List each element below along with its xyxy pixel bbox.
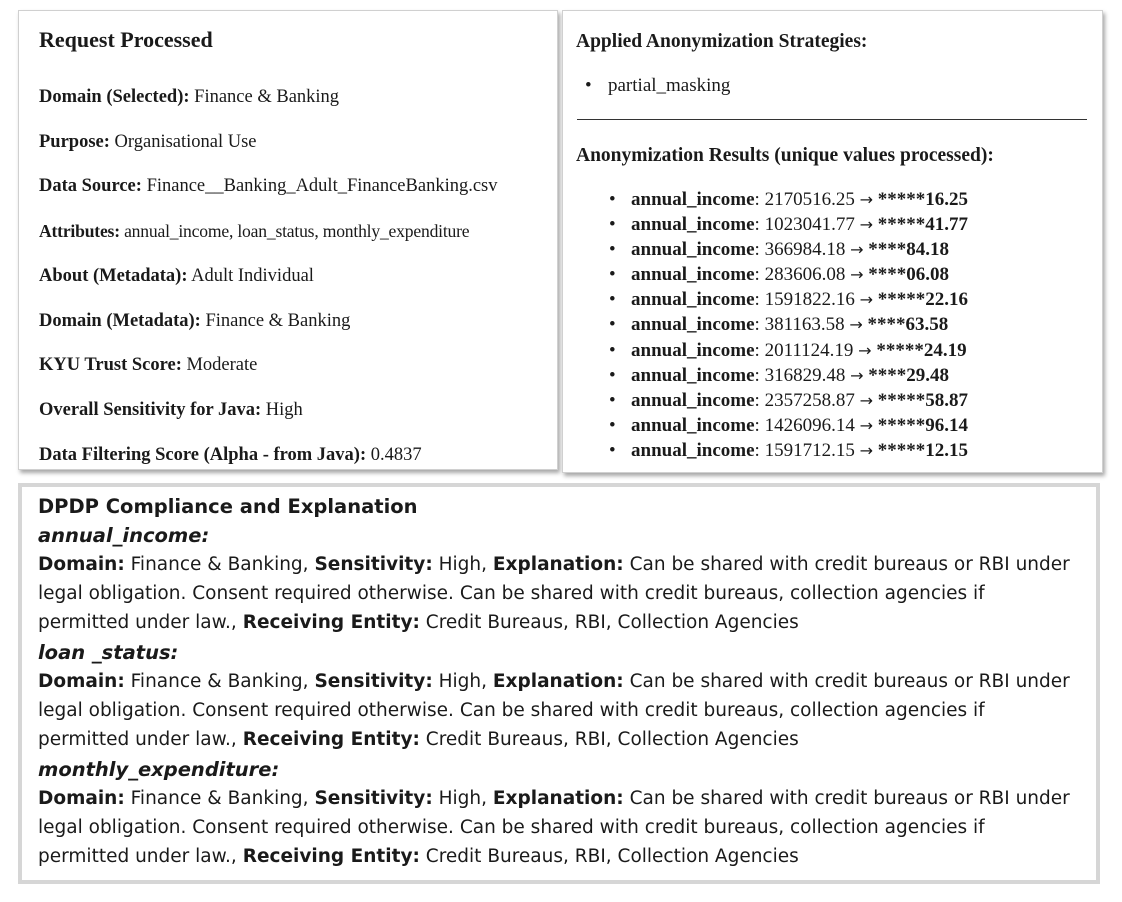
attribute-details: Domain: Finance & Banking, Sensitivity: High, Explanation: Can be shared with credit bureaus or RBI under legal obligation. Consent required otherwise. Can be shared with credit bureaus, collection agencies if permitted under law., Receiving Entity: Credit Bureaus, RBI, Collection Agencies [38,671,1070,750]
result-item: • annual_income: 381163.58 → ****63.58 [631,312,968,337]
dpdp-title: DPDP Compliance and Explanation [38,495,418,518]
arrow-right-icon: → [859,440,873,460]
result-item: • annual_income: 1426096.14 → *****96.14 [631,413,968,438]
field-value: Adult Individual [191,266,314,286]
field-value: annual_income, loan_status, monthly_expenditure [124,221,470,241]
result-original: 381163.58 [764,314,845,336]
result-key: annual_income [631,339,755,361]
field-value: High [265,400,303,420]
result-original: 1023041.77 [764,214,855,236]
field-value: Finance & Banking [194,87,340,107]
result-key: annual_income [631,264,755,286]
section-divider [577,119,1087,120]
field-purpose [39,132,257,153]
field-about-metadata [39,266,314,287]
result-original: 2170516.25 [764,189,855,210]
result-item: • annual_income: 2011124.19 → *****24.19 [631,338,968,363]
result-item: • annual_income: 2357258.87 → *****58.87 [631,388,968,413]
result-original: 283606.08 [764,264,846,286]
result-masked: *****16.25 [877,189,968,210]
result-key: annual_income [631,414,755,436]
result-key: annual_income [631,314,755,336]
field-value: 0.4837 [370,445,422,465]
dpdp-attribute-loan-status [38,638,1078,754]
arrow-right-icon: → [859,190,873,209]
result-masked: ****84.18 [868,239,949,261]
result-masked: ****63.58 [867,314,949,336]
result-original: 1591712.15 [764,439,855,461]
field-domain-metadata [39,311,350,332]
arrow-right-icon: → [859,415,873,435]
field-label: Domain (Selected): [39,87,190,107]
arrow-right-icon: → [858,340,872,360]
attribute-name: annual_income: [38,524,210,547]
result-item: • annual_income: 1591712.15 → *****12.15 [631,438,968,463]
field-attributes [39,221,469,242]
result-original: 1591822.16 [764,289,855,311]
result-item: • annual_income: 2170516.25 → *****16.25 [631,187,968,212]
field-domain-selected [39,87,339,108]
result-masked: *****96.14 [877,414,968,436]
field-label: Attributes: [39,221,120,241]
arrow-right-icon: → [849,315,863,335]
result-key: annual_income [631,214,755,236]
dpdp-attribute-annual-income [38,521,1078,637]
result-masked: ****29.48 [868,364,949,386]
arrow-right-icon: → [850,365,864,385]
result-masked: *****24.19 [876,339,967,361]
anonymization-panel [562,10,1103,473]
result-item: • annual_income: 316829.48 → ****29.48 [631,363,968,388]
attribute-name: loan _status: [38,641,179,664]
field-label: Overall Sensitivity for Java: [39,400,262,420]
field-data-filtering-score [39,445,422,466]
field-value: Moderate [186,355,258,375]
result-key: annual_income [631,239,755,261]
field-label: Purpose: [39,132,110,152]
field-value: Organisational Use [114,132,257,152]
result-masked: *****12.15 [877,439,968,461]
field-overall-sensitivity [39,400,303,421]
arrow-right-icon: → [859,215,873,235]
request-title: Request Processed [39,27,213,52]
result-original: 2011124.19 [764,339,854,361]
strategy-item: • partial_masking [608,75,730,97]
arrow-right-icon: → [850,240,864,260]
attribute-details: Domain: Finance & Banking, Sensitivity: High, Explanation: Can be shared with credit bureaus or RBI under legal obligation. Consent required otherwise. Can be shared with credit bureaus, collection agencies if permitted under law., Receiving Entity: Credit Bureaus, RBI, Collection Agencies [38,554,1070,633]
result-original: 1426096.14 [764,414,855,436]
arrow-right-icon: → [859,390,873,410]
dpdp-attribute-monthly-expenditure [38,755,1078,871]
result-masked: *****41.77 [877,214,968,236]
field-label: About (Metadata): [39,266,188,286]
field-value: Finance__Banking_Adult_FinanceBanking.csv [146,176,498,196]
result-key: annual_income [631,289,755,311]
result-original: 316829.48 [764,364,846,386]
result-key: annual_income [631,439,755,461]
result-original: 2357258.87 [764,389,855,411]
strategies-heading: Applied Anonymization Strategies: [576,31,868,52]
field-kyu-trust-score [39,355,257,376]
field-value: Finance & Banking [205,311,351,331]
request-processed-panel [18,10,558,470]
dpdp-compliance-panel [18,483,1100,884]
arrow-right-icon: → [859,290,873,310]
field-data-source [39,176,498,197]
result-item: • annual_income: 283606.08 → ****06.08 [631,262,968,287]
result-masked: *****58.87 [877,389,968,411]
attribute-details: Domain: Finance & Banking, Sensitivity: High, Explanation: Can be shared with credit bureaus or RBI under legal obligation. Consent required otherwise. Can be shared with credit bureaus, collection agencies if permitted under law., Receiving Entity: Credit Bureaus, RBI, Collection Agencies [38,788,1070,867]
result-masked: *****22.16 [877,289,968,311]
result-item: • annual_income: 1591822.16 → *****22.16 [631,287,968,312]
result-masked: ****06.08 [868,264,949,286]
anonymization-results-list [631,187,968,463]
arrow-right-icon: → [850,265,864,285]
results-heading: Anonymization Results (unique values processed): [576,145,994,166]
result-item: • annual_income: 366984.18 → ****84.18 [631,237,968,262]
field-label: Domain (Metadata): [39,311,201,331]
result-key: annual_income [631,364,755,386]
field-label: Data Filtering Score (Alpha - from Java): [39,445,367,465]
field-label: Data Source: [39,176,142,196]
result-key: annual_income [631,389,755,411]
result-key: annual_income [631,189,755,210]
result-item: • annual_income: 1023041.77 → *****41.77 [631,212,968,237]
attribute-name: monthly_expenditure: [38,758,280,781]
result-original: 366984.18 [764,239,846,261]
field-label: KYU Trust Score: [39,355,182,375]
